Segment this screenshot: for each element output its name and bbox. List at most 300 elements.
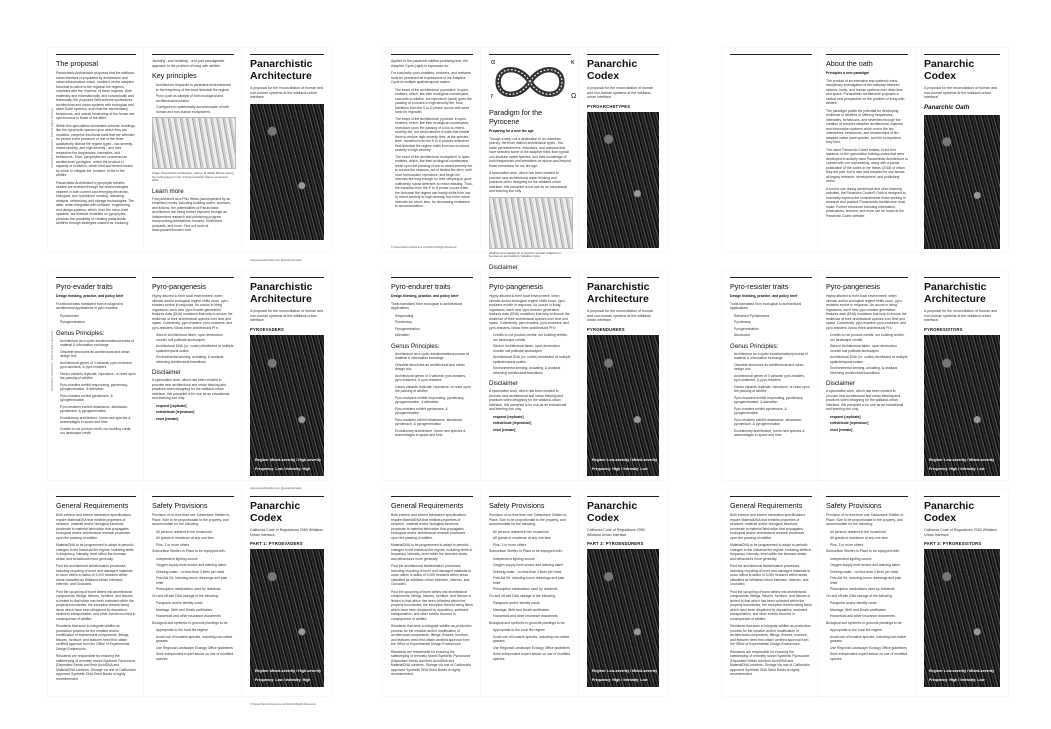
paragraph: On and off-site DNA storage of the following: [489, 593, 556, 598]
paragraph: MaterialDNA to be programmed to adapt to periodic changes to the historical fire regime, including shifts in frequency, intensity, level within the biomass strata, and behaviours more generally. [730, 543, 812, 561]
paragraph: Biological and synthetic in-grounds plantings to be: [152, 620, 229, 625]
paragraph: Post the architectural biofabrication processes, including recycling of burnt and damaged materials to occur within a radius of 3,000 hectares within areas classified as Wildland-Urban Interface, Intermix, and Occluded. [56, 564, 133, 586]
bullet-item: Pyro-evaders exhibit resprouting, pyrotenacy, pyrogermination, & alteration [60, 382, 128, 391]
bullet-item: Prescription medications used by residents [156, 587, 221, 591]
cover-title: Panarchic Codex [924, 500, 975, 524]
principle-item: redistribute [reproduce] [156, 410, 195, 414]
lead-paragraph: 'avoiding', and 'resisting' - a tri-part paradigmatic approach to the problem of living with wildfire. [152, 59, 225, 68]
cover-panel [242, 490, 332, 696]
bullet-item: Passports and/or identity cards [830, 601, 877, 605]
bullet-item: Independent lighting source [156, 556, 198, 561]
principle-item: respond [replicate] [493, 414, 524, 419]
bullet-item: Seek independent expert advice on use of modified species [493, 652, 571, 661]
paragraph: Subsurface Shelter-in-Place to be equipped with: [489, 549, 563, 553]
bullet-item: Credits to not product credit, nor building credit, nor landscape credit [60, 426, 132, 435]
inner-panel-left [48, 271, 144, 480]
bullet-item: Pyrodormice [60, 313, 80, 318]
paragraph: Post the upcycling of burnt debris into architectural components, fittings, fixtures, furniture, and fixtures is limited to that which has been collected within the property boundaries, the exception thereto being items which have been displaced by deposition, sediment transportation, and other events incurred in consequence of wildfire. [391, 589, 473, 621]
bullet-item: First Aid Kit, including burns dressings and pain relief [830, 576, 902, 585]
bullet-item: Configured to systemically accommodate of both human and non-human ecosystems. [156, 105, 230, 114]
bullet-item: Architecture as a cyclic transformation/process of material & information exchange [395, 351, 469, 360]
bullet-item: Environmental sensing, actuating, & analysis informing architectural transitions [830, 366, 898, 375]
bullet-item: Independent lighting source [493, 556, 535, 561]
inner-panel-right [818, 271, 916, 480]
paragraph: MaterialDNA to be programmed to adapt to periodic changes to the historical fire regime, including shifts in frequency, intensity, level within the biomass strata, and behaviours more generally. [56, 543, 134, 561]
paragraph: Provision of no less than one Subsurface Shelter-in-Place. Size to be proportionate to the property, and accommodate for the following: [826, 513, 905, 526]
bullet-item: Pyro-resisters exhibit rebarkance, abscission, pyrotenace, & pyrogermination [395, 417, 464, 426]
paragraph: Highly attuned to their local environment, when climatic and/or ecological regime shifts occur, pyro-resisters evolve in response. As occurs in living organisms, each new 'pyro-resister generation' features data (DNA) mutations that help to ensure the resilience of their architectural species over time and space. Collectively, pyro-evaders, pyro-endurers, and pyro-resisters, follow three architectural PI's: [826, 294, 907, 330]
bullet-item: Architecture as a cyclic transformation/process of material & information exchange [60, 338, 134, 347]
bullet-item: Passports and/or identity cards [493, 601, 540, 605]
part-label: PYROENDURERS [587, 326, 625, 332]
part-label: PART 1: PYROEVADERS [250, 541, 303, 546]
top-rule [826, 277, 908, 278]
bullet-item: Use Regional Landscape Ecology Office guidelines [830, 645, 907, 650]
cover-tagline: A proposal for the reconciliation of human and non-human systems at the wildland-urban interface. [924, 86, 998, 99]
cycle-phase-label: r [491, 93, 494, 100]
frequency-label: Frequency: Low / Intensity: High [255, 466, 311, 471]
paragraph: Provision of no less than one Subsurface Shelter-in-Place. Size to be proportionate to the property, and accommodate for the following: [489, 513, 568, 526]
frequency-label: Frequency: High / Intensity: Low [929, 678, 985, 682]
top-rule [56, 496, 136, 497]
bullet-item: Oxygen supply level sensor and warning alarm [830, 563, 901, 567]
cover-sheet [579, 48, 667, 252]
bullet-item: Architecture responds to persistent environmental to the frequency of the local historical fire regime. [156, 83, 231, 92]
paragraph: A tool for use during workshops and other learning activities, the Panarchic Crutter® Oath is designed to succinctly express the commitments those seeking to research and practice Panarchistic Architecture must make. Further resources including information, publications, lectures, and more can be found at the Panarchic Codex website. [826, 186, 906, 218]
bullet-item: Oxygen supply level sensor and warning alarm [493, 563, 564, 567]
cover-title: Panarchic Codex [587, 500, 638, 524]
principle-item: reset [remain] [830, 427, 853, 432]
frequency-label: Frequency: Low / Intensity: High [255, 678, 311, 682]
inner-panel-left [722, 271, 820, 480]
panel-content [383, 48, 481, 252]
top-rule [924, 496, 1000, 497]
fire-landscape-photo [250, 335, 324, 476]
section-subheading: Design thinking, practice, and policy brief [56, 294, 124, 298]
bullet-item: Drinking water - no less than 3 litres per head [156, 569, 225, 574]
bullet-item: Evolutionary architecture, forms new species & assemblages in space and time [395, 428, 466, 437]
oath-title: Panarchic Oath [924, 103, 970, 111]
bullet-item: Pyro-resisters exhibit rebarkance, abscission, pyrotenace, & pyrogermination [60, 404, 129, 413]
bullet-item: The exact of the architectural 'pyroriders' in open-endeers, which, like their ecological counterparts, succumb to wildfire, but reproduce (seed) given the pausing of a means to high-severity fire, thus, transition from the K to Ω phase occurs with seed bank for regrowth; [395, 87, 472, 114]
cover-title: Panarchistic Architecture [250, 281, 313, 305]
bullet-item: Independent lighting source [830, 556, 872, 561]
paragraph: Panarchistic Architecture proposes that the wildland-urban interface is populated by architecture and urban infrastructure which, modeled on the adapted flora that is native to the regional fire regimes, coexistes with the 'rhythms' of these regimes. Both materially and informationally, and conceptually and technically, the proposed Wild scheme synthesizes architectural and urban systems with ecological and wider Earth systems, such that the biochemistry, behaviours, and overall functioning of the former are synchronous to those of the latter. [56, 71, 135, 120]
bullet-item: Sites in Architectural fabric: upon destruction nourish soil pollinate landscapes [156, 333, 223, 342]
panel-content [48, 490, 144, 696]
fire-landscape-photo [924, 335, 1000, 476]
panel-content [722, 271, 820, 480]
sheet-footer: © Panarchistic Architecture Ltd 2020 All Rights Reserved [250, 703, 316, 706]
sheet-footer: www.panarchiccodex.com @panarchiccodex [250, 487, 302, 490]
paragraph: For succinctly, pyro-enablers, endurers, and resisters must be perceived as expressions of the Adaptive Cycle of multiple spatiotemporal scales. [391, 71, 471, 84]
bullet-item: The exact of the architectural 'ecosystem' in open-endeers, which, like their ecological counterparts, resist upon the passing of low-to-mixed-severity fire to survive the seasons, but of limited fire-term, until once surrounded, reproduce, and begin the intervals are long enough for their offspring to grow sufficiently robust defenses to resist resisting. Thus, the transition from the K to Ω phase occurs when the historical fire regime can hardly shifts from low to mixed-severity to high-severity, but in the return intervals too short, also, for decreasing resistance to accommodation. [395, 154, 473, 208]
cover-title: Panarchic Codex [924, 58, 975, 82]
regime-label: Regime: Low-severity / Mixed-severity [929, 457, 995, 462]
paragraph: Subsurface Shelter-in-Place to be equipped with: [826, 549, 900, 553]
bullet-item: The exact of the architectural 'pyroiods' in open-endeers, which, like their ecological counterparts, reproduce upon the passing of a low-to-mixed-severity fire, but which absent of traits that enable them to endure high-severity fires, at the species-level, transition from the K to Ω phases whenever that historical fire regime shifts from low-to-mixed-severity to high-severity; [395, 116, 470, 152]
bullet-item: Pyric cycle as catalyst of both ecological and architectural evolution. [156, 94, 224, 103]
section-heading: Disclaimer [489, 263, 518, 271]
paragraph: Though a step, not a destination in an uncertain journey, the three distinct architectural types - fire-scale pyroreinforcers, defensors, and resistors that have selected some of the adaptive traits from typical non-invasive native species, and their knowledge of both frequencies and intensities for above-and-beyond those formations for our fire age. [489, 136, 571, 168]
bullet-item: Credits to not product credits, nor building credits, nor landscape credits [493, 333, 568, 342]
cover-tagline: California Code of Regulations 2050 Wildland Urban Interface [924, 528, 997, 537]
panel-content [144, 271, 242, 480]
bullet-item: Plus, 3 or more others [156, 542, 190, 547]
principle-item: redistribute [reproduce] [830, 421, 869, 425]
frequency-label: Frequency: High / Intensity: Low [592, 466, 648, 471]
paragraph: Residents are responsible for ensuring the safekeeping of remotely stored Synthetic Pyrosource (Deposited Seeds and their ArchiDNA and MaterialDNA contents. Storage via one of California's approved Synthetic DNA Seed Banks is highly recommended. [391, 649, 471, 676]
bullet-item: Household and other insurance documents [830, 614, 895, 618]
bullet-item: Architectural genes of 3 variants: pyro-evaders, pyro-endurers, & pyro-resisters [734, 373, 806, 382]
inner-panel-left [48, 490, 144, 696]
cover-sheet [242, 48, 332, 262]
bullet-item: Evolutionary architecture, forms new species & assemblages in space and time [60, 415, 131, 424]
figure-image [152, 117, 236, 169]
inner-panel-right [144, 48, 242, 252]
section-heading: Pyro-pangenesis [152, 282, 206, 291]
section-heading: Safety Provisions [826, 501, 882, 510]
bullet-item: Pyro-resisters exhibit rebarkance, abscission, pyrotenace, & pyrogermination [734, 417, 803, 426]
panel-content [383, 271, 481, 480]
regime-label: Regime: Mixed-severity / High-severity [255, 669, 321, 673]
sheet-footer: www.panarchiccodex.com @panarchiccodex [250, 259, 302, 262]
top-rule [250, 277, 324, 278]
fire-landscape-photo [924, 115, 1000, 249]
figure-image [489, 197, 573, 249]
principle-item: respond [replicate] [830, 414, 861, 419]
section-heading: Safety Provisions [152, 501, 208, 510]
top-rule [56, 54, 136, 55]
bullet-item: Abscission [734, 333, 751, 337]
paragraph: Provision of no less than one Subsurface Shelter-in-Place. Size to be proportionate to the property, and accommodate for the following: [152, 513, 231, 526]
bullet-item: Architectural DNA (i.e. codex) distributed at multiple spatiotemporal scales [493, 355, 571, 364]
inner-panel-left [722, 48, 820, 252]
section-heading: Genus Principles: [56, 329, 105, 337]
bullet-item: First Aid Kit, including burns dressings and pain relief [156, 576, 228, 585]
top-rule [152, 54, 234, 55]
paragraph: Biological and synthetic in-grounds plantings to be: [489, 620, 566, 625]
bullet-item: Pyro-evaders exhibit pyrotenace, & pyrogermination [60, 393, 113, 402]
bullet-item: Prescription medications used by residents [493, 587, 558, 591]
bullet-item: Obsolete structures as architectural and urban design tool [60, 349, 130, 358]
part-label: PART 2: PYROENDURERS [587, 541, 644, 546]
figure-caption: Image: Panarchistic Architecture. Gartner M (2020) Ritchie seeing the inviting layout in the of incremental fire Nature conference 2019. [152, 171, 234, 183]
bullet-item: Pyrogermination [395, 326, 420, 331]
top-rule [924, 277, 1000, 278]
section-heading: Disclaimer [826, 380, 855, 387]
bullet-item: All persons resident in the household [493, 529, 549, 534]
bullet-item: All persons resident in the household [156, 529, 212, 534]
panel-content [818, 48, 916, 252]
paragraph: First published as a PhD thesis (accompanied by an exhibition) works 'including building codes, sciences, and fictions, the potentialities of Panarchistic Architecture are being further explored through an independent research and publishing program incorporating publications, lectures, exhibitions, podcasts, and more. Find out more at www.panarchiccodex.com. [152, 196, 231, 233]
principle-item: respond [replicate] [156, 403, 187, 408]
bullet-item: Rebarked Pyrosheaves [734, 313, 770, 318]
section-heading: Pyro-pangenesis [826, 282, 880, 291]
adaptive-cycle-figure [489, 59, 577, 105]
cover-sheet [916, 48, 1008, 252]
bullet-item: Credits to not product credits, nor building credits, nor landscape credits [830, 333, 905, 342]
principle-item: reset [remain] [156, 416, 179, 421]
fire-landscape-photo [250, 549, 324, 687]
cover-tagline: A proposal for the reconciliation of human and non-human systems at the wildland-urban interface. [587, 309, 654, 322]
fire-landscape-photo [924, 549, 1000, 687]
cycle-phase-label: Ω [571, 93, 577, 100]
bullet-item: Architectural DNA (i.e. codex) distributed at multiple spatiotemporal scales [156, 344, 234, 353]
bullet-item: Use Regional Landscape Ecology Office guidelines [493, 645, 570, 650]
top-rule [250, 54, 324, 55]
paragraph: A speculative work, which has been created to provoke new architectural-urban thinking and practices-when designing for the wildland-urban interface, this pamphlet is not use as an educational and learning tool only. [489, 171, 568, 193]
inner-panel-left [383, 490, 481, 696]
paragraph: Both exterior and interior fabrication specifications require MaterialDNA that exhibits properties of structure, material and/or biological functions proximate to material fabrication that propagates ecological and/or architectural renewal processes upon the passing of wildfire. [391, 513, 467, 540]
bullet-item: Genus variants replicate, reproduce, or reset upon the passing of wildfire [395, 384, 471, 393]
paragraph: Post the architectural biofabrication processes, including recycling of burnt and damaged materials to occur within a radius of 3,000 hectares within areas classified as Wildland-Urban Interface, Intermix, and Occluded. [391, 564, 472, 586]
section-subheading: Preparing for a new fire age [489, 129, 534, 133]
panel-footer: © Panarchistic Architecture Ltd 2020 All Rights Reserved [391, 246, 457, 249]
bullet-item: All guests in residence at any one time [830, 536, 889, 540]
bullet-item: Household and other insurance documents [493, 614, 558, 618]
bullet-item: Marriage, Birth and Death certificates [493, 607, 549, 612]
cover-title: Panarchic Codex [250, 500, 301, 524]
inner-panel-left [383, 271, 481, 480]
section-heading: Paradigm for the Pyrocene [489, 108, 543, 126]
bullet-item: Drinking water - no less than 3 litres per head [830, 569, 899, 574]
bullet-item: Pyro-endurers exhibit resprouting, pyrotenacy, pyrogermination, & alteration [395, 395, 465, 404]
top-rule [250, 496, 324, 497]
bullet-item: Obsolete structures as architectural and urban design tool [395, 362, 465, 371]
top-rule [391, 496, 473, 497]
section-subheading: Principles a new paradigm [826, 71, 869, 75]
cover-panel [916, 490, 1008, 696]
bullet-item: Architectural DNA (i.e. codex) distributed at multiple spatiotemporal scales [830, 355, 908, 364]
panel-content [144, 48, 242, 252]
vertical-credit: Panarchistic Architecture - 2020 All Rights Reserved [51, 108, 54, 168]
section-subheading: Design thinking, practice, and policy brief [730, 294, 798, 298]
paragraph: Post the upcycling of burnt debris into architectural components, fittings, fixtures, furniture, and fixtures is limited to that which has been collected within the property boundaries, the exception thereto being items which have been displaced by deposition, sediment transportation, and other events incurred in consequence of wildfire. [730, 589, 812, 621]
section-heading: Disclaimer [489, 380, 518, 387]
bullet-item: Seek independent expert advice on use of modified species [830, 652, 908, 661]
paragraph: On and off-site DNA storage of the following: [826, 593, 893, 598]
panel-content [144, 490, 242, 696]
part-label: PYROARCHETYPES [587, 103, 631, 109]
paragraph: Residents that seek to integrate wildfire as production process for the creation and/or modification of architectural components, fittings, fixtures, furniture, and features need first obtain certified approval from the Office of Experimental Design Endeavours. [391, 624, 472, 646]
paragraph: Subsurface Shelter-in-Place to be equipped with: [152, 549, 226, 553]
paragraph: Residents are responsible for ensuring the safekeeping of remotely stored Synthetic Pyrosource (Deposited Seeds and their ArchiDNA and MaterialDNA contents. Storage via one of California's approved Synthetic DNA Seed Banks is highly recommended. [56, 654, 136, 681]
bullet-item: Environmental sensing, actuating, & analysis informing architectural transitions [493, 366, 561, 375]
principle-item: redistribute [reproduce] [493, 421, 532, 425]
paragraph: Functional traits translated from ecological to architectural applications in pyro-evaders [56, 301, 124, 310]
top-rule [489, 54, 571, 55]
paragraph: Residents are responsible for ensuring the safekeeping of remotely stored Synthetic Pyrosource (Deposited Seeds and their ArchiDNA and MaterialDNA contents. Storage via one of California's approved Synthetic DNA Seed Banks is highly recommended. [730, 649, 810, 676]
cover-title: Panarchistic Architecture [587, 281, 650, 305]
paragraph: Within this speculative biomimetic scheme, buildings, like the pyrophytic species upon which they are modeled, comprise functional traits that are selected for persist in the presence of one of the three qualitatively distinct fire regime types - low-severity, mixed-severity, and high-severity - and their respective fire frequencies, intensities, and behaviours. Thus, pyrophytes are conceived as architectural 'pyrotypes', which the product of capacity of evolution, which tried and tested means by which to mitigate the 'problem' of fire in the wildfire. [56, 123, 136, 177]
cover-panel [916, 271, 1008, 480]
part-label: PART 3: PYRORESISTORS [924, 541, 982, 546]
bullet-item: Sites in Architectural fabric: upon destruction nourish soil pollinate landscapes [830, 344, 897, 353]
paragraph: Highly attuned to their local environment, when climatic and/or ecological regime shifts occur, pyro-endurers evolve in response. As occurs in living organisms, each new 'pyro-endurer generation' features data (DNA) mutations that help to ensure the resilience of their architectural species over time and space. Collectively, pyro-evaders, pyro-endurers, and pyro-resisters, follow three architectural PI's: [489, 294, 570, 330]
bullet-item: Resprouting [395, 313, 414, 318]
top-rule [489, 496, 571, 497]
inner-panel-right [481, 271, 579, 480]
bullet-item: Marriage, Birth and Death certificates [156, 607, 212, 612]
infinity-loop-icon [489, 59, 571, 105]
section-heading: General Requirements [391, 501, 464, 510]
cover-tagline: A proposal for the reconciliation of human and non-human systems at the wildland-urban interface. [587, 86, 654, 99]
paragraph: A speculative work, which has been created to provoke new architectural and urban thinking and practices when designing for the wildland-urban interface, this pamphlet is for use as an educational and learning tool only. [489, 389, 567, 411]
section-heading: Pyro-endurer traits [391, 282, 451, 291]
inner-panel-left [48, 48, 144, 252]
figure-caption: Wildfires as a catalyst for ecosystem renewal: Adapted on Gunderson and Holling's 'Adaptive Cycle'. [489, 250, 561, 259]
bullet-item: Genus variants replicate, reproduce, or reset upon the passing of wildfire [60, 371, 136, 380]
cover-panel [242, 48, 332, 252]
bullet-item: Genus variants replicate, reproduce, or reset upon the passing of wildfire [734, 384, 810, 393]
inner-panel-right [144, 490, 242, 696]
bullet-item: Appropriate to the local fire regime [156, 628, 208, 632]
section-heading: Pyro-pangenesis [489, 282, 543, 291]
paragraph: The name Panarchic Codex relates, in the first instance, to the speculative building codes that were developed to actively have Panarchistic Architecture to coexist with one successfully, along with a partial publication of the codes in the thesis (2018) of which they are part, but is also was adopted for use across all legacy research, development, and publishing works. [826, 147, 908, 183]
bullet-item: Architecture as a cyclic transformation/process of material & information exchange [734, 351, 808, 360]
bullet-item: Avoid use of invasive species, including non-native grasses [830, 634, 907, 643]
cover-title: Panarchistic Architecture [924, 281, 987, 305]
panel-content [481, 490, 579, 696]
panel-content [818, 271, 916, 480]
top-rule [56, 277, 136, 278]
paragraph: MaterialDNA to be programmed to adapt to periodic changes to the historical fire regime, including shifts in frequency, intensity, level within the biomass strata, and behaviours more generally. [391, 543, 473, 561]
regime-label: Regime: Low-severity / Mixed-severity [592, 669, 658, 673]
cover-tagline: California Code of Regulations 2050 Wildland Urban Interface [250, 528, 323, 537]
cover-panel [242, 271, 332, 480]
bullet-item: Seek independent expert advice on use of modified species [156, 652, 234, 661]
bullet-item: Household and other insurance documents [156, 614, 221, 618]
cover-tagline: A proposal for the reconciliation of human and non-human systems at the wildland-urban interface. [250, 86, 324, 99]
panel-content [481, 271, 579, 480]
inner-panel-left [383, 48, 481, 252]
bullet-item: Plus, 3 or more others [493, 542, 527, 547]
section-heading: Genus Principles: [391, 342, 440, 350]
principle-item: reset [remain] [493, 427, 516, 432]
paragraph: The product of an extensive and systemic trans-disciplinary investigation of the interplay between species, biotic, and human systems over deep time and space, Panarchistic Architecture proposes a radical new perspective on the problem of living with wildfire. [826, 78, 905, 105]
cover-panel [579, 271, 667, 480]
inner-panel-right [818, 48, 916, 252]
bullet-item: Avoid use of invasive species, including non-native grasses [156, 634, 233, 643]
cycle-phase-label: κ [571, 59, 575, 66]
bullet-item: Pyro-evaders exhibit pyrotenace, & pyrogermination [734, 406, 787, 415]
top-rule [587, 277, 659, 278]
bullet-item: Plus, 3 or more others [830, 542, 864, 547]
bullet-item: Pyrogermination [734, 326, 759, 331]
paragraph: Residents that seek to integrate wildfire as production process for the creation and/or modification of architectural components, fittings, fixtures, furniture, and features need first obtain certified approval from the Office of Experimental Design Endeavours. [56, 624, 130, 651]
section-heading: Genus Principles: [730, 342, 779, 350]
section-heading: Disclaimer [152, 369, 181, 376]
bullet-item: Pyro-endurers exhibit resprouting, pyrotenacy, pyrogermination, & alteration [734, 395, 804, 404]
top-rule [730, 54, 812, 55]
cover-tagline: A proposal for the reconciliation of human and non-human systems at the wildland-urban interface. [250, 309, 324, 322]
bullet-item: Evolutionary architecture, forms new species & assemblages in space and time [734, 428, 805, 437]
cover-tagline: California Code of Regulations 2050 Wildland Urban Interface [587, 528, 645, 537]
panel-content [383, 490, 481, 696]
frequency-label: Frequency: High / Intensity: Low [929, 466, 985, 471]
paragraph: Both exterior and interior fabrication specifications require MaterialDNA that exhibits properties of structure, material and/or biological functions proximate to material fabrication that propagates ecological and/or architectural renewal processes upon the passing of wildfire. [730, 513, 806, 540]
bullet-item: Obsolete structures as architectural and urban design tool [734, 362, 804, 371]
inner-panel-right [144, 271, 242, 480]
fire-landscape-photo [250, 104, 324, 240]
cover-sheet [579, 490, 667, 696]
paragraph: Highly attuned to their local environment, when climatic and/or ecological regime shifts occur, pyro-evaders evolve in response. As occurs in living organisms, each new 'pyro-evader generation' features data (DNA) mutations that help to ensure the resilience of their architectural species over time and space. Collectively, pyro-evaders, pyro-endurers, and pyro-resisters, follow three architectural PI's: [152, 294, 233, 330]
cover-sheet [242, 490, 332, 706]
regime-label: Regime: Low-severity / Mixed-severity [929, 669, 995, 673]
bullet-item: Architectural genes of 3 variants: pyro-endurers, pyro-avoiders, & pyro-resisters [60, 360, 133, 369]
cover-sheet [242, 271, 332, 490]
bullet-item: Pyrotenacy [734, 320, 751, 324]
section-heading: Key principles [152, 71, 197, 80]
lead-paragraph: Applied to the panarchic wildfire-persisting tree, the Adaptive Cycle (right) is expressed as: [391, 59, 468, 68]
top-rule [826, 496, 908, 497]
bullet-item: Passports and/or identity cards [156, 601, 203, 605]
regime-label: Regime: Low-severity / Mixed-severity [592, 457, 658, 462]
cover-panel [916, 48, 1008, 252]
section-subheading: Design thinking, practice, and policy brief [391, 294, 459, 298]
top-rule [489, 277, 571, 278]
paragraph: Panarchistic Architecture's pyrophytic mimetic studies are enabled through the biotechnologies inherent in both current and emerging electronic, biological, and 'hybridized' sensing, actuating, analysis, networking, and storage technologies. The latter, when integrated with software, engineering, and design systems, which, from the micro-level upwards, are likewise modelled on pyrophytes, presents the possibility of creating panarchistic wildfires through strategies classed as 'enduring', [56, 180, 134, 225]
bullet-item: Sites in Architectural fabric: upon destruction nourish soil pollinate landscapes [493, 344, 560, 353]
section-heading: Pyro-evader traits [56, 282, 113, 291]
fire-landscape-photo [587, 549, 659, 687]
part-label: PYRORESISTORS [924, 326, 963, 332]
regime-label: Regime: Mixed-severity / High-severity [255, 457, 321, 462]
paragraph: Traits translated from ecological to architectural applications [391, 301, 463, 310]
bullet-item: All guests in residence at any one time [493, 536, 552, 540]
panel-content [481, 48, 579, 271]
inner-panel-left [722, 490, 820, 696]
bullet-item: Pyro-evaders exhibit pyrotenace, & pyrogermination [395, 406, 448, 415]
paragraph: A speculative work, which has been created to provoke new architectural and urban thinking and practices when designing for the wildland-urban interface, this pamphlet is for use as an educational and learning tool only. [826, 389, 904, 411]
top-rule [826, 54, 908, 55]
cycle-phase-label: α [491, 59, 496, 66]
bullet-item: First Aid Kit, including burns dressings and pain relief [493, 576, 565, 585]
section-heading: About the oath [826, 59, 873, 68]
section-heading: General Requirements [56, 501, 129, 510]
bullet-item: Pyrogermination [60, 320, 85, 324]
part-label: PYROEVADERS [250, 326, 285, 332]
paragraph: Traits translated from ecological to architectural applications [730, 301, 802, 310]
bullet-item: Environmental sensing, actuating, & analysis informing architectural transitions [156, 355, 224, 364]
top-rule [587, 54, 659, 55]
paragraph: On and off-site DNA storage of the following: [152, 593, 219, 598]
panel-content [722, 48, 820, 252]
section-heading: General Requirements [730, 501, 803, 510]
panel-content [818, 490, 916, 696]
section-heading: The proposal [56, 59, 98, 68]
top-rule [391, 54, 473, 55]
cover-sheet [916, 490, 1008, 696]
panel-content [48, 271, 144, 480]
top-rule [152, 277, 234, 278]
top-rule [924, 54, 1000, 55]
top-rule [391, 277, 473, 278]
bullet-item: Architectural genes of 3 variants: pyro-evaders, pyro-endurers, & pyro-resisters [395, 373, 467, 382]
inner-panel-right [481, 490, 579, 696]
section-heading: Learn more [152, 187, 184, 195]
paragraph: Biological and synthetic in-grounds plantings to be: [826, 620, 903, 625]
cover-panel [579, 490, 667, 696]
paragraph: Both exterior and interior fabrication specifications require MaterialDNA that exhibits properties of structure, material and/or biological functions proximate to material fabrication that propagates ecological and/or architectural renewal processes upon the passing of wildfire. [56, 513, 132, 540]
section-heading: Pyro-resister traits [730, 282, 789, 291]
top-rule [730, 277, 812, 278]
cover-sheet [579, 271, 667, 480]
bullet-item: Oxygen supply level sensor and warning alarm [156, 563, 227, 567]
inner-panel-right [818, 490, 916, 696]
paragraph: Post the architectural biofabrication processes, including recycling of burnt and damaged materials to occur within a radius of 3,000 hectares within areas classified as Wildland-Urban Interface, Intermix, and Occluded. [730, 564, 811, 586]
